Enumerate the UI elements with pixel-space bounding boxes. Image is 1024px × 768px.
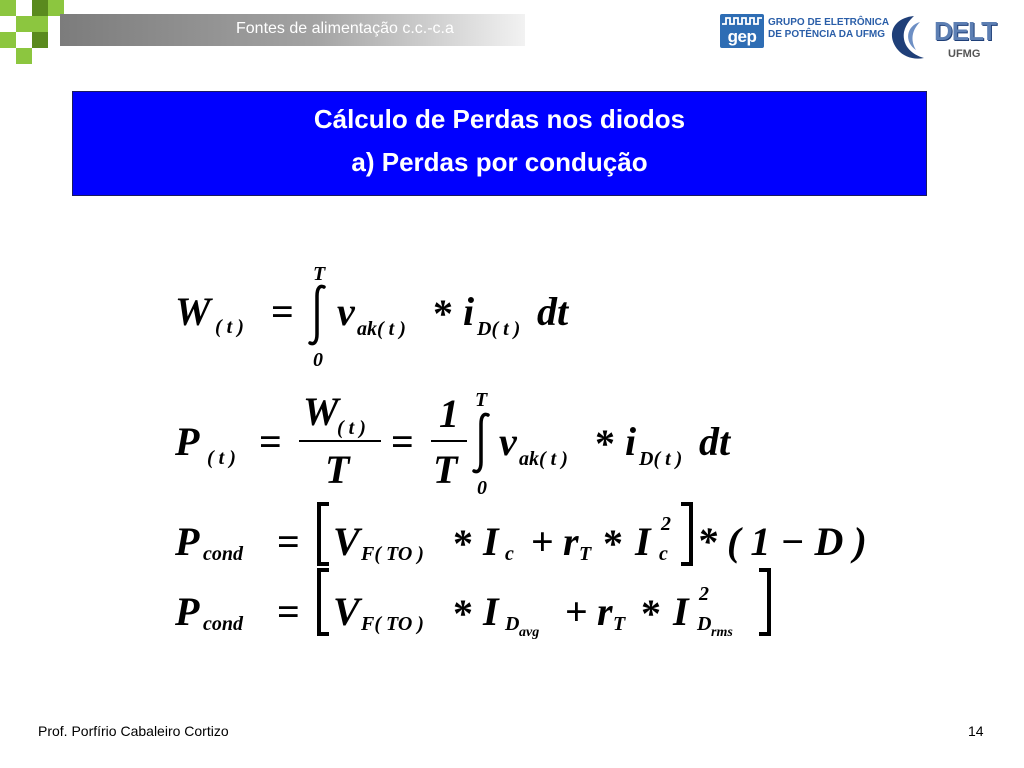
eq2-v-sub: ak( t ) xyxy=(519,448,568,470)
eq4-i1: I xyxy=(483,589,499,634)
eq4-right-bracket xyxy=(755,568,773,636)
gep-caption-line2: DE POTÊNCIA DA UFMG xyxy=(768,29,886,40)
decor-square xyxy=(16,16,32,32)
slide-title-line1: Cálculo de Perdas nos diodos xyxy=(313,104,686,134)
eq4-i2-subsub: rms xyxy=(711,625,733,640)
eq2-i-sub: D( t ) xyxy=(639,448,683,470)
eq2-lhs-sub: ( t ) xyxy=(207,447,236,469)
decor-square xyxy=(0,0,16,16)
eq3-i1: I xyxy=(483,519,499,564)
eq2-denominator-2: T xyxy=(433,447,458,492)
eq4-lhs-sub: cond xyxy=(203,613,243,635)
eq2-lower-limit: 0 xyxy=(477,477,487,499)
eq2-upper-limit: T xyxy=(475,389,488,411)
decor-square xyxy=(32,0,48,16)
eq2-one: 1 xyxy=(439,391,459,436)
eq4-i1-sub: D xyxy=(505,613,520,635)
eq4-r: r xyxy=(597,589,613,634)
eq4-left-bracket xyxy=(315,568,333,636)
eq3-tail: * ( 1 − D ) xyxy=(697,519,867,564)
eq3-mul-1: * xyxy=(453,521,473,566)
slide-title-box xyxy=(72,91,927,196)
decor-square xyxy=(16,32,32,48)
decor-square xyxy=(0,16,16,32)
eq1-i-sub: D( t ) xyxy=(477,318,521,340)
eq2-dt: dt xyxy=(699,419,731,464)
eq3-plus: + xyxy=(531,519,554,564)
gep-caption-line1: GRUPO DE ELETRÔNICA xyxy=(768,17,890,28)
eq3-i1-sub: c xyxy=(505,543,514,565)
eq2-lhs: P xyxy=(175,419,200,464)
eq2-fraction-line-2 xyxy=(431,440,467,442)
eq2-equals-2: = xyxy=(391,419,414,464)
ufmg-logo-text: UFMG xyxy=(948,48,981,60)
eq4-i2: I xyxy=(673,589,689,634)
eq3-mul-2: * xyxy=(603,521,623,566)
slide-title-line2: a) Perdas por condução xyxy=(351,147,648,177)
eq3-left-bracket xyxy=(315,502,333,566)
eq1-lower-limit: 0 xyxy=(313,349,323,371)
decor-square xyxy=(32,16,48,32)
eq4-plus: + xyxy=(565,589,588,634)
gep-logo xyxy=(720,14,764,48)
eq3-lhs-sub: cond xyxy=(203,543,243,565)
eq2-v: v xyxy=(499,419,517,464)
eq4-i2-sup: 2 xyxy=(699,583,709,605)
gep-logo-text: gep xyxy=(727,27,757,46)
eq3-r: r xyxy=(563,519,579,564)
eq1-v: v xyxy=(337,289,355,334)
eq4-i2-sub: D xyxy=(697,613,712,635)
eq3-equals: = xyxy=(277,519,300,564)
eq3-right-bracket xyxy=(677,502,695,566)
eq4-r-sub: T xyxy=(613,613,626,635)
eq3-r-sub: T xyxy=(579,543,592,565)
eq4-i1-subsub: avg xyxy=(519,625,540,640)
decor-square xyxy=(16,0,32,16)
eq3-v-sub: F( TO ) xyxy=(361,543,424,565)
eq3-i2-sub: c xyxy=(659,543,668,565)
eq1-upper-limit: T xyxy=(313,263,326,285)
decor-square xyxy=(0,32,16,48)
eq2-integral-sign xyxy=(471,412,493,474)
eq3-i2: I xyxy=(635,519,651,564)
page-number: 14 xyxy=(968,723,984,739)
eq2-numerator-sub: ( t ) xyxy=(337,417,366,439)
eq1-mul: * xyxy=(433,291,453,336)
delt-logo-text: DELT xyxy=(934,16,996,46)
eq1-lhs: W xyxy=(175,289,211,334)
decor-square xyxy=(16,48,32,64)
eq3-i2-sup: 2 xyxy=(661,513,671,535)
eq1-integral-sign xyxy=(307,284,329,346)
eq2-fraction-line xyxy=(299,440,381,442)
eq2-denominator: T xyxy=(325,447,350,492)
eq4-mul-2: * xyxy=(641,591,661,636)
gep-caption xyxy=(768,17,889,41)
footer-author: Prof. Porfírio Cabaleiro Cortizo xyxy=(38,723,229,739)
eq2-mul: * xyxy=(595,421,615,466)
eq1-i: i xyxy=(463,289,475,334)
eq4-lhs: P xyxy=(175,589,200,634)
eq1-v-sub: ak( t ) xyxy=(357,318,406,340)
eq3-v: V xyxy=(333,519,360,564)
eq1-lhs-sub: ( t ) xyxy=(215,316,244,338)
eq4-equals: = xyxy=(277,589,300,634)
eq1-dt: dt xyxy=(537,289,569,334)
eq1-equals: = xyxy=(271,289,294,334)
eq4-v-sub: F( TO ) xyxy=(361,613,424,635)
eq2-numerator-w: W xyxy=(303,389,339,434)
eq3-lhs: P xyxy=(175,519,200,564)
formula-area xyxy=(175,262,895,662)
eq2-i: i xyxy=(625,419,637,464)
decor-square xyxy=(32,32,48,48)
gep-wave-icon xyxy=(722,15,762,27)
eq2-equals: = xyxy=(259,419,282,464)
header-title: Fontes de alimentação c.c.-c.a xyxy=(236,20,454,37)
eq4-v: V xyxy=(333,589,360,634)
eq4-mul-1: * xyxy=(453,591,473,636)
